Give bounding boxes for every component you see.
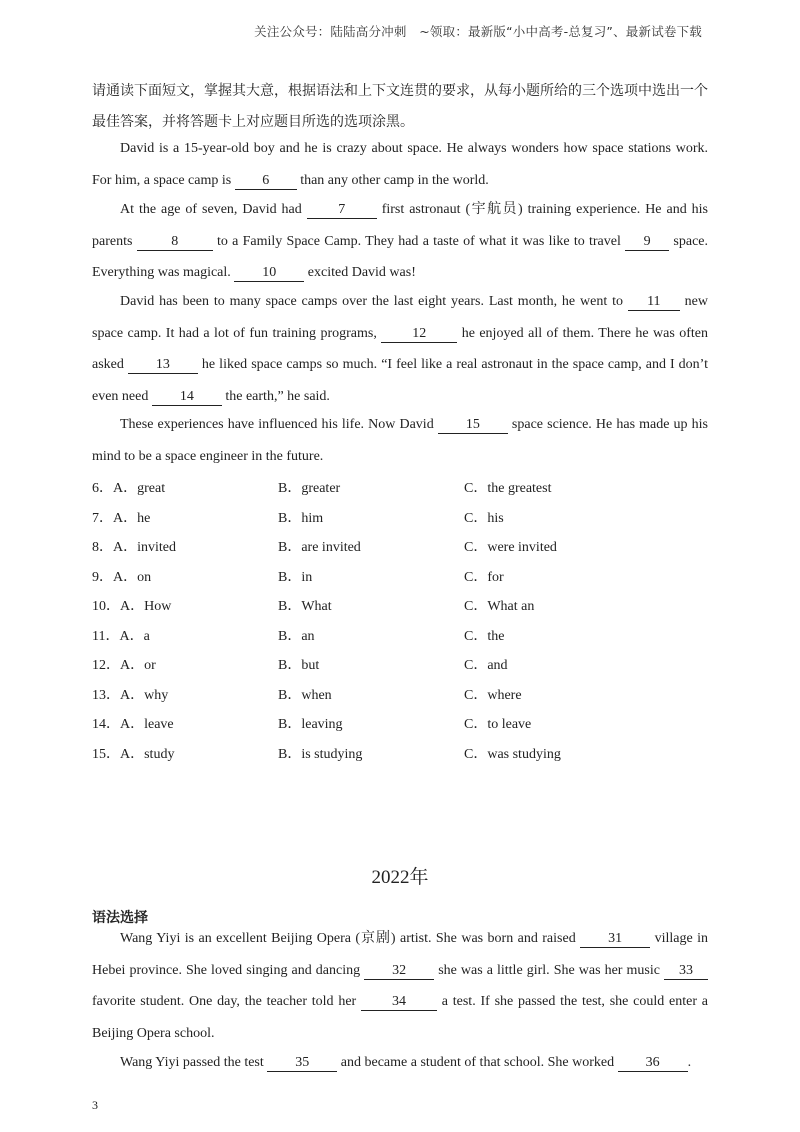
question-8-options	[92, 536, 708, 556]
option-a[interactable]: 7．A．he	[92, 511, 151, 526]
question-11-options	[92, 625, 708, 645]
blank-31[interactable]: 31	[580, 931, 650, 948]
option-b[interactable]: B．him	[278, 511, 324, 526]
option-c[interactable]: C．was studying	[464, 747, 561, 762]
option-a[interactable]: 8．A．invited	[92, 540, 176, 555]
option-c[interactable]: C．where	[464, 688, 522, 703]
blank-15[interactable]: 15	[438, 417, 508, 434]
blank-32[interactable]: 32	[364, 963, 434, 980]
question-13-options	[92, 684, 708, 704]
option-b[interactable]: B．is studying	[278, 747, 363, 762]
blank-6[interactable]: 6	[235, 173, 297, 190]
blank-33[interactable]: 33	[664, 963, 708, 980]
option-a[interactable]: 9．A．on	[92, 570, 152, 585]
option-a[interactable]: 13．A．why	[92, 688, 169, 703]
blank-14[interactable]: 14	[152, 389, 222, 406]
option-b[interactable]: B．but	[278, 658, 320, 673]
option-c[interactable]: C．for	[464, 570, 504, 585]
option-b[interactable]: B．in	[278, 570, 313, 585]
option-b[interactable]: B．are invited	[278, 540, 361, 555]
option-a[interactable]: 10．A．How	[92, 599, 172, 614]
option-c[interactable]: C．were invited	[464, 540, 557, 555]
question-6-options	[92, 477, 708, 497]
option-b[interactable]: B．What	[278, 599, 332, 614]
blank-12[interactable]: 12	[381, 326, 457, 343]
option-b[interactable]: B．when	[278, 688, 332, 703]
passage2-paragraph-2: Wang Yiyi passed the test 35 and became a student of that school. She worked 36 .	[120, 1055, 692, 1070]
question-10-options	[92, 595, 708, 615]
blank-36[interactable]: 36	[618, 1055, 688, 1072]
option-a[interactable]: 6．A．great	[92, 481, 166, 496]
blank-8[interactable]: 8	[137, 234, 213, 251]
option-b[interactable]: B．leaving	[278, 717, 343, 732]
page-header: 关注公众号：陆陆高分冲刺 ~领取：最新版“小中高考-总复习”、最新试卷下载	[254, 24, 702, 39]
option-c[interactable]: C．and	[464, 658, 508, 673]
page-number: 3	[92, 1098, 98, 1112]
option-a[interactable]: 12．A．or	[92, 658, 156, 673]
option-c[interactable]: C．his	[464, 511, 504, 526]
option-a[interactable]: 15．A．study	[92, 747, 175, 762]
passage1-paragraph-2: At the age of seven, David had 7 first astronaut (宇航员) training experience. He and his parents 8 to a Family Space Camp. They had a taste of what it was like to travel 9 space. Everything was magical. 10 excited David was!	[92, 202, 708, 280]
question-7-options	[92, 507, 708, 527]
passage1-paragraph-3: David has been to many space camps over the last eight years. Last month, he went to 11 new space camp. It had a lot of fun training programs, 12 he enjoyed all of them. There he was often asked 13 he liked space camps so much. “I feel like a real astronaut in the space camp, and I don’t even need 14 the earth,” he said.	[92, 294, 708, 404]
blank-7[interactable]: 7	[307, 202, 377, 219]
passage2-paragraph-1: Wang Yiyi is an excellent Beijing Opera (京剧) artist. She was born and raised 31 village in Hebei province. She loved singing and dancing 32 she was a little girl. She was her music 33 favorite student. One day, the teacher told her 34 a test. If she passed the test, she could enter a Beijing Opera school.	[92, 931, 708, 1041]
option-c[interactable]: C．to leave	[464, 717, 532, 732]
question-9-options	[92, 566, 708, 586]
question-12-options	[92, 654, 708, 674]
blank-10[interactable]: 10	[234, 265, 304, 282]
question-14-options	[92, 713, 708, 733]
option-b[interactable]: B．an	[278, 629, 315, 644]
blank-11[interactable]: 11	[628, 294, 680, 311]
option-a[interactable]: 11．A．a	[92, 629, 150, 644]
question-15-options	[92, 743, 708, 763]
passage1-paragraph-4: These experiences have influenced his life. Now David 15 space science. He has made up his mind to be a space engineer in the future.	[92, 417, 708, 464]
option-c[interactable]: C．the	[464, 629, 505, 644]
section-title: 语法选择	[92, 910, 148, 926]
blank-34[interactable]: 34	[361, 994, 437, 1011]
blank-35[interactable]: 35	[267, 1055, 337, 1072]
option-b[interactable]: B．greater	[278, 481, 341, 496]
year-heading: 2022年	[371, 867, 429, 888]
passage1-paragraph-1: David is a 15-year-old boy and he is crazy about space. He always wonders how space stations work. For him, a space camp is 6 than any other camp in the world.	[92, 141, 708, 188]
blank-13[interactable]: 13	[128, 357, 198, 374]
option-a[interactable]: 14．A．leave	[92, 717, 174, 732]
option-c[interactable]: C．the greatest	[464, 481, 552, 496]
blank-9[interactable]: 9	[625, 234, 669, 251]
option-c[interactable]: C．What an	[464, 599, 535, 614]
instructions: 请通读下面短文，掌握其大意，根据语法和上下文连贯的要求，从每小题所给的三个选项中选出一个最佳答案，并将答题卡上对应题目所选的选项涂黑。	[92, 83, 708, 130]
